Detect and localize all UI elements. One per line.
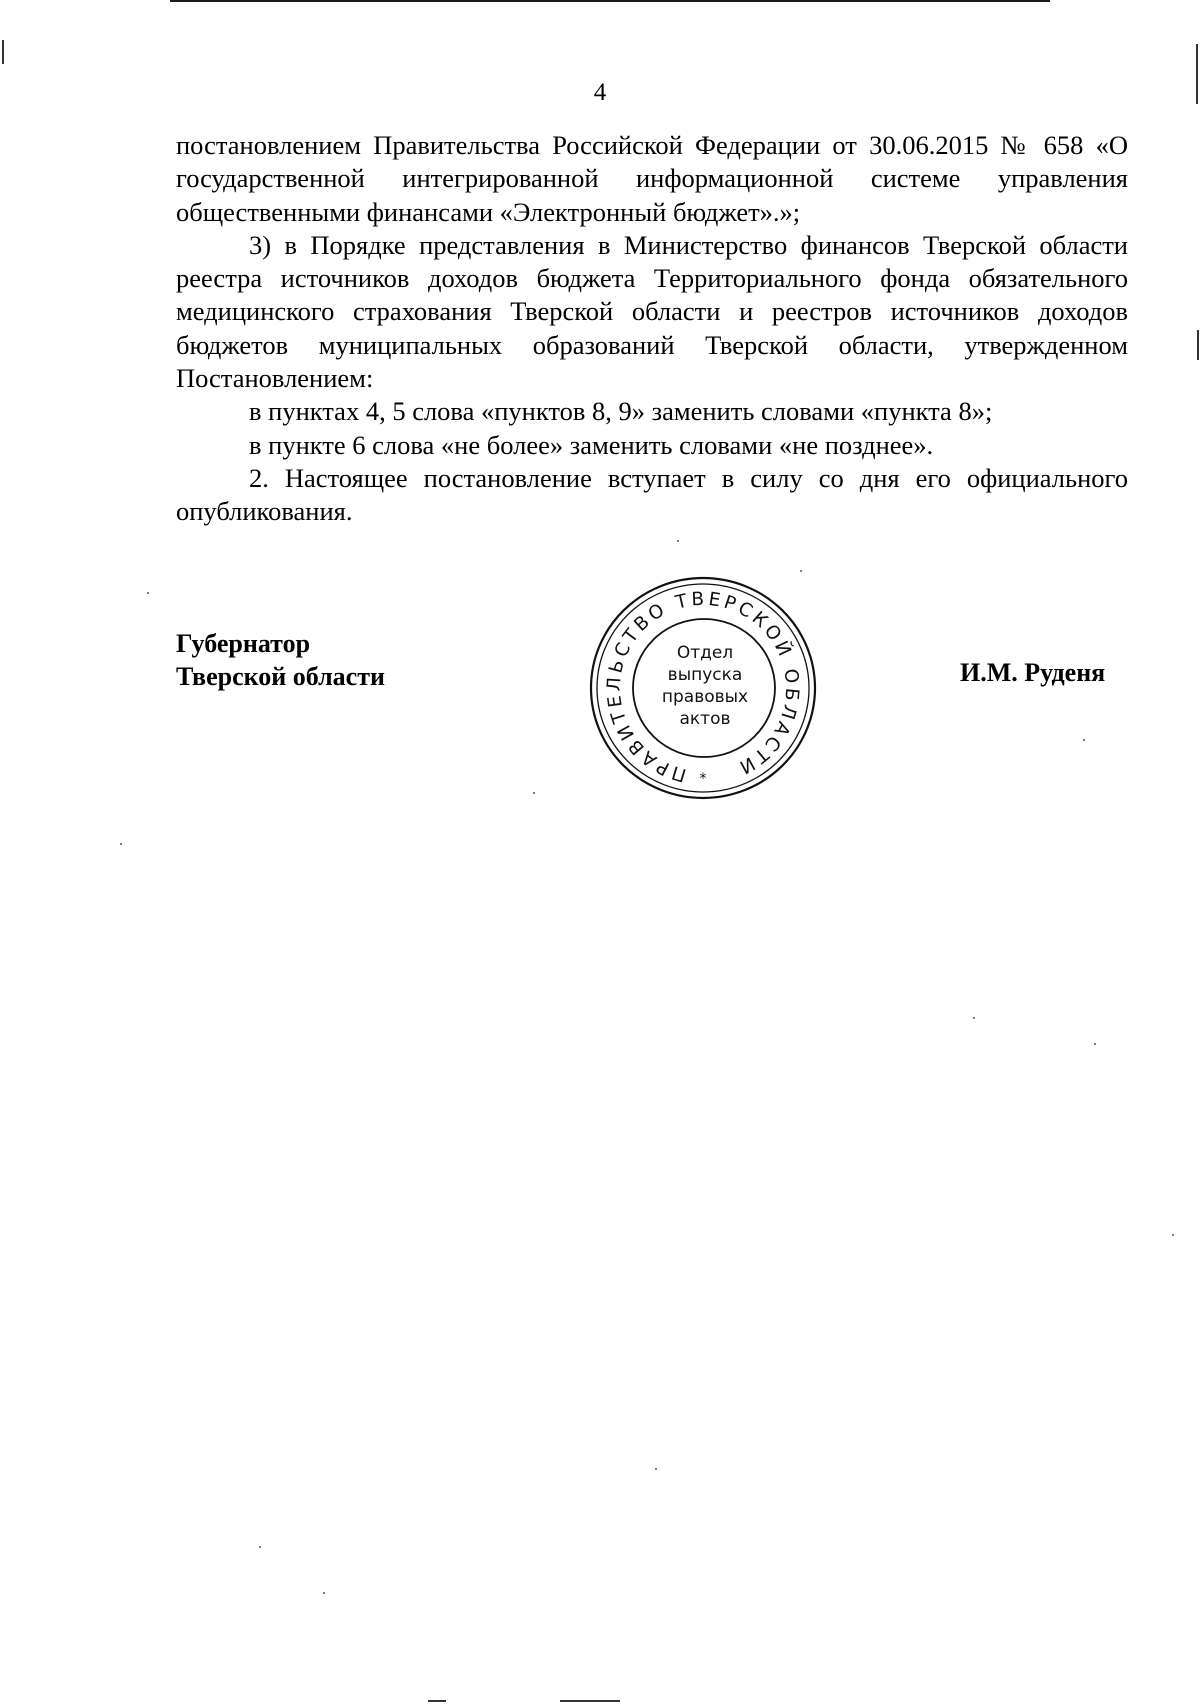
paragraph-5: 2. Настоящее постановление вступает в силу со дня его официального опубликования. bbox=[176, 462, 1128, 527]
signatory-position bbox=[176, 627, 385, 693]
scan-speck bbox=[1172, 1234, 1174, 1236]
paragraph-1: постановлением Правительства Российской Федерации от 30.06.2015 № 658 «О государственной интегрированной информационной системе управления общественными финансами «Электронный бюджет».»; bbox=[176, 130, 1128, 227]
signatory-position-line-1: Губернатор bbox=[176, 629, 311, 658]
scan-speck bbox=[655, 1468, 657, 1470]
scan-speck bbox=[120, 843, 122, 845]
scan-edge-line bbox=[170, 0, 1050, 2]
paragraph-4: в пункте 6 слова «не более» заменить словами «не позднее». bbox=[249, 429, 934, 460]
scan-speck bbox=[677, 540, 679, 542]
signatory-name: И.М. Руденя bbox=[960, 658, 1106, 687]
scan-speck bbox=[1083, 739, 1085, 741]
scan-speck bbox=[973, 1017, 975, 1019]
page-number: 4 bbox=[593, 79, 607, 106]
scan-speck bbox=[1094, 1043, 1096, 1045]
stamp-center-line-3: правовых bbox=[661, 687, 749, 707]
scan-speck bbox=[533, 792, 535, 794]
scan-speck bbox=[800, 570, 802, 572]
paragraph-2: 3) в Порядке представления в Министерство финансов Тверской области реестра источников доходов бюджета Территориального фонда обязательного медицинского страхования Тверской области и реестров источников доходов бюджетов муниципальных образований Тверской области, утвержденном Постановлением: bbox=[176, 229, 1128, 394]
official-stamp bbox=[582, 573, 824, 803]
stamp-center-line-1: Отдел bbox=[676, 643, 734, 663]
scan-edge-mark bbox=[1196, 44, 1198, 104]
scan-speck bbox=[147, 592, 149, 594]
stamp-center-line-4: актов bbox=[679, 709, 731, 729]
scan-edge-line-bottom bbox=[560, 1700, 620, 1702]
scan-speck bbox=[259, 1546, 261, 1548]
scan-edge-mark bbox=[1197, 330, 1199, 360]
document-body bbox=[176, 129, 1128, 529]
scan-edge-mark bbox=[2, 40, 4, 64]
scan-edge-line-bottom bbox=[428, 1700, 446, 1702]
stamp-star: * bbox=[699, 771, 707, 787]
scan-speck bbox=[323, 1592, 325, 1594]
stamp-center-line-2: выпуска bbox=[667, 665, 743, 685]
signatory-position-line-2: Тверской области bbox=[176, 662, 385, 691]
paragraph-3: в пунктах 4, 5 слова «пунктов 8, 9» заменить словами «пункта 8»; bbox=[249, 396, 993, 427]
stamp-ring-text-path: ПРАВИТЕЛЬСТВО ТВЕРСКОЙ ОБЛАСТИ bbox=[603, 588, 803, 786]
